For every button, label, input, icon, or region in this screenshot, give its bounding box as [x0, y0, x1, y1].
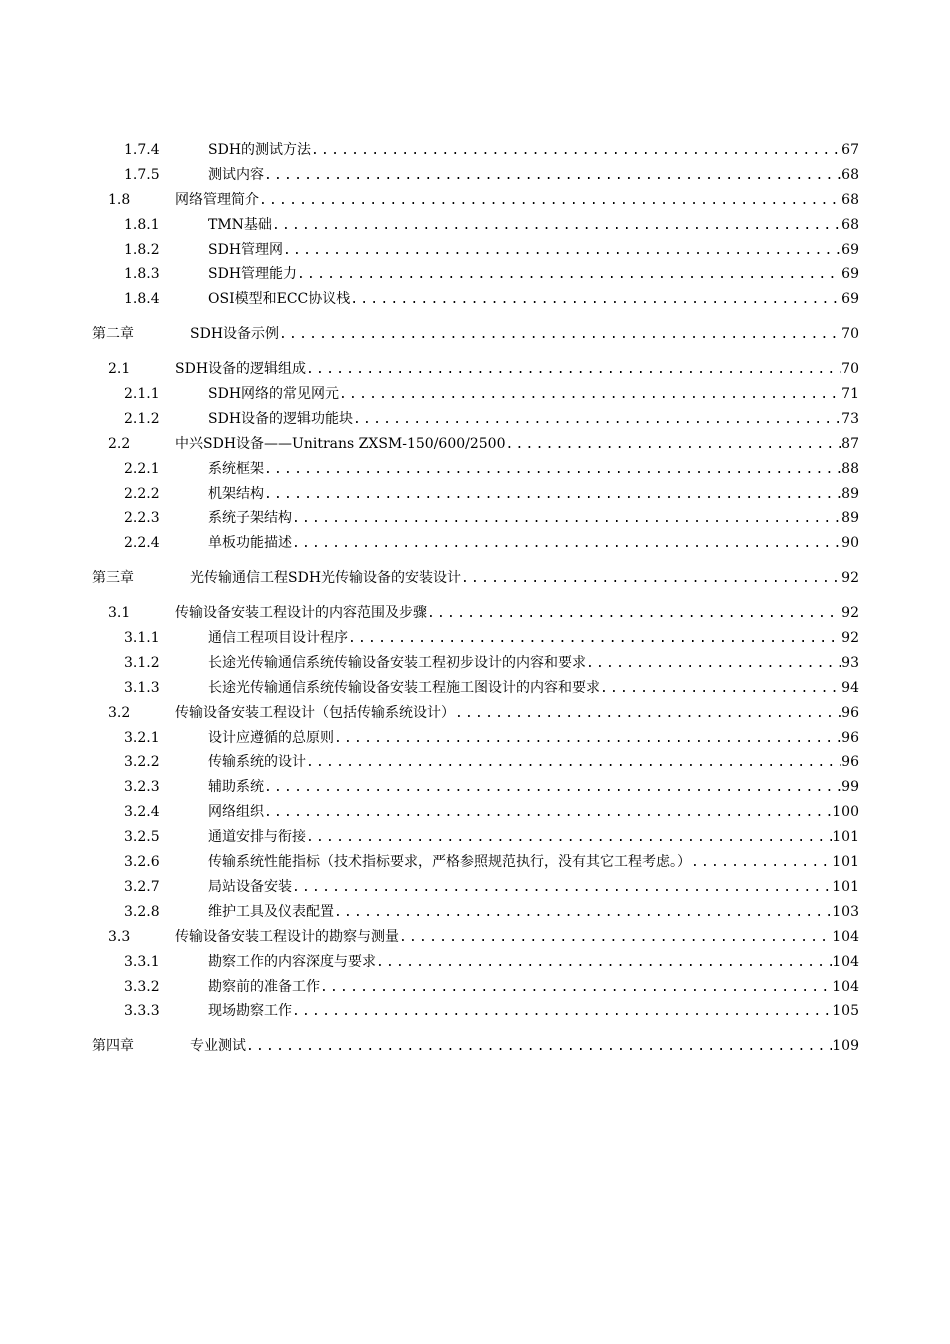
dot-leader: [306, 826, 832, 851]
toc-entry-leader: [208, 457, 859, 483]
toc-entry-page: 68: [841, 216, 859, 233]
toc-entry-page: 67: [841, 142, 859, 158]
dot-leader: [334, 901, 832, 926]
toc-entry-leader: [208, 975, 859, 1001]
toc-entry-page: 109: [832, 1038, 859, 1055]
dot-leader: [264, 776, 841, 801]
toc-entry-number: 3.2.1: [124, 729, 160, 746]
toc-entry-number: 2.1: [108, 361, 131, 378]
toc-entry-number: 3.2.7: [124, 878, 160, 895]
toc-entry-page: 87: [841, 435, 859, 452]
dot-leader: [506, 433, 842, 458]
toc-entry-page: 99: [841, 779, 859, 796]
dot-leader: [283, 239, 841, 264]
toc-entry-leader: [190, 1034, 859, 1060]
toc-entry-title: TMN基础: [208, 216, 272, 233]
toc-entry[interactable]: [0, 651, 950, 676]
toc-entry-page: 101: [832, 878, 859, 895]
toc-entry-title: 传输设备安装工程设计（包括传输系统设计）: [175, 704, 455, 721]
toc-entry-number: 1.8.3: [124, 266, 160, 283]
toc-entry-leader: [208, 800, 859, 826]
toc-entry-title: 设计应遵循的总原则: [208, 729, 334, 746]
toc-entry-title: 长途光传输通信系统传输设备安装工程初步设计的内容和要求: [208, 654, 586, 671]
toc-entry-page: 104: [832, 978, 859, 995]
toc-entry-title: 系统框架: [208, 460, 264, 477]
toc-entry-leader: [208, 726, 859, 752]
toc-entry-title: 勘察前的准备工作: [208, 978, 320, 995]
toc-entry-number: 第三章: [92, 570, 134, 587]
toc-entry-page: 96: [841, 754, 859, 771]
toc-entry[interactable]: [0, 531, 950, 556]
toc-entry-title: 系统子架结构: [208, 510, 292, 527]
table-of-contents: [0, 138, 950, 1069]
toc-entry-title: SDH设备示例: [190, 326, 280, 343]
toc-entry[interactable]: [0, 950, 950, 975]
toc-entry-leader: [208, 950, 859, 976]
toc-entry-page: 90: [841, 535, 859, 552]
toc-entry-leader: [190, 322, 859, 348]
dot-leader: [264, 458, 841, 483]
dot-leader: [272, 214, 841, 239]
dot-leader: [427, 602, 841, 627]
toc-entry-number: 3.1: [108, 605, 131, 622]
toc-entry[interactable]: [0, 626, 950, 651]
toc-entry-leader: [208, 482, 859, 508]
dot-leader: [691, 851, 832, 876]
dot-leader: [306, 751, 841, 776]
dot-leader: [461, 567, 841, 592]
toc-entry-title: 专业测试: [190, 1038, 246, 1055]
toc-entry-leader: [208, 262, 859, 288]
toc-entry-number: 3.2.2: [124, 754, 160, 771]
dot-leader: [279, 323, 841, 348]
toc-entry-page: 101: [832, 829, 859, 846]
toc-entry-title: SDH网络的常见网元: [208, 386, 340, 403]
toc-entry-leader: [175, 432, 859, 458]
toc-entry[interactable]: [0, 775, 950, 800]
toc-entry-leader: [208, 651, 859, 677]
toc-entry-leader: [208, 382, 859, 408]
toc-entry[interactable]: [0, 238, 950, 263]
toc-entry-leader: [208, 825, 859, 851]
toc-entry[interactable]: [0, 875, 950, 900]
toc-entry-leader: [208, 626, 859, 652]
toc-entry-leader: [208, 163, 859, 189]
dot-leader: [259, 189, 841, 214]
dot-leader: [353, 408, 841, 433]
toc-entry-title: 通信工程项目设计程序: [208, 630, 348, 647]
toc-entry-title: SDH管理能力: [208, 266, 298, 283]
toc-entry-number: 3.3.1: [124, 953, 160, 970]
toc-entry-leader: [208, 238, 859, 264]
toc-entry-leader: [175, 357, 859, 383]
toc-entry-title: 辅助系统: [208, 779, 264, 796]
toc-entry[interactable]: [0, 322, 950, 347]
dot-leader: [399, 926, 832, 951]
toc-entry-page: 96: [841, 704, 859, 721]
toc-entry-number: 2.2.3: [124, 510, 160, 527]
toc-entry-leader: [208, 287, 859, 313]
toc-entry-leader: [208, 900, 859, 926]
toc-entry-leader: [175, 701, 859, 727]
toc-entry-title: 网络管理简介: [175, 191, 259, 208]
toc-entry-leader: [208, 999, 859, 1025]
toc-entry-number: 3.1.2: [124, 654, 160, 671]
toc-entry-number: 3.3.3: [124, 1003, 160, 1020]
toc-entry-page: 89: [841, 510, 859, 527]
toc-entry-number: 1.7.4: [124, 142, 160, 158]
toc-entry-number: 1.8.2: [124, 241, 160, 258]
toc-entry-page: 68: [841, 166, 859, 183]
toc-entry-leader: [208, 407, 859, 433]
toc-entry[interactable]: [0, 900, 950, 925]
toc-entry[interactable]: [0, 701, 950, 726]
toc-entry-title: 传输系统的设计: [208, 754, 306, 771]
toc-entry-number: 3.2: [108, 704, 131, 721]
toc-entry-number: 第二章: [92, 326, 134, 343]
dot-leader: [339, 383, 841, 408]
dot-leader: [586, 652, 841, 677]
toc-entry[interactable]: [0, 262, 950, 287]
toc-entry-leader: [175, 925, 859, 951]
toc-entry-leader: [208, 875, 859, 901]
toc-entry-leader: [208, 676, 859, 702]
toc-entry[interactable]: [0, 287, 950, 312]
toc-entry-title: 通道安排与衔接: [208, 829, 306, 846]
toc-entry-number: 2.2.4: [124, 535, 160, 552]
toc-entry[interactable]: [0, 188, 950, 213]
toc-entry-title: SDH的测试方法: [208, 142, 312, 158]
dot-leader: [292, 532, 841, 557]
toc-entry-number: 3.2.4: [124, 804, 160, 821]
toc-entry-page: 69: [841, 241, 859, 258]
toc-entry-title: SDH管理网: [208, 241, 284, 258]
toc-entry-title: 测试内容: [208, 166, 264, 183]
toc-entry-page: 68: [841, 191, 859, 208]
toc-entry[interactable]: [0, 432, 950, 457]
toc-entry[interactable]: [0, 925, 950, 950]
toc-entry[interactable]: [0, 482, 950, 507]
dot-leader: [264, 483, 841, 508]
toc-entry-title: 传输设备安装工程设计的勘察与测量: [175, 928, 399, 945]
toc-entry-number: 第四章: [92, 1038, 134, 1055]
dot-leader: [350, 288, 841, 313]
toc-entry-number: 1.8.1: [124, 216, 160, 233]
dot-leader: [600, 677, 841, 702]
toc-entry[interactable]: [0, 850, 950, 875]
toc-entry-title: 中兴SDH设备——Unitrans ZXSM-150/600/2500: [175, 435, 506, 452]
dot-leader: [292, 1000, 832, 1025]
toc-entry[interactable]: [0, 407, 950, 432]
toc-entry-page: 92: [841, 570, 859, 587]
toc-entry-page: 103: [832, 903, 859, 920]
toc-entry-leader: [175, 188, 859, 214]
dot-leader: [264, 801, 832, 826]
dot-leader: [311, 139, 841, 164]
toc-entry-leader: [208, 531, 859, 557]
toc-entry-leader: [208, 850, 859, 876]
toc-entry-page: 104: [832, 953, 859, 970]
toc-entry[interactable]: [0, 457, 950, 482]
toc-entry-number: 2.1.2: [124, 410, 160, 427]
toc-entry-title: 机架结构: [208, 485, 264, 502]
toc-entry-number: 3.1.1: [124, 630, 160, 647]
dot-leader: [334, 727, 841, 752]
toc-entry[interactable]: [0, 825, 950, 850]
dot-leader: [297, 263, 841, 288]
toc-entry[interactable]: [0, 676, 950, 701]
toc-entry-page: 70: [841, 361, 859, 378]
toc-entry[interactable]: [0, 506, 950, 531]
toc-entry-number: 2.2.1: [124, 460, 160, 477]
toc-entry-leader: [208, 775, 859, 801]
toc-entry-leader: [208, 138, 859, 164]
toc-entry-title: 光传输通信工程SDH光传输设备的安装设计: [190, 570, 462, 587]
toc-entry-page: 69: [841, 266, 859, 283]
toc-entry[interactable]: [0, 1034, 950, 1059]
toc-entry-title: 勘察工作的内容深度与要求: [208, 953, 376, 970]
toc-entry-number: 3.2.6: [124, 854, 160, 871]
toc-entry-number: 2.2: [108, 435, 131, 452]
toc-entry-title: 维护工具及仪表配置: [208, 903, 334, 920]
toc-entry-title: 传输设备安装工程设计的内容范围及步骤: [175, 605, 427, 622]
toc-entry-page: 73: [841, 410, 859, 427]
toc-entry-title: OSI模型和ECC协议栈: [208, 291, 351, 308]
toc-entry-page: 89: [841, 485, 859, 502]
dot-leader: [306, 358, 841, 383]
toc-entry-page: 100: [832, 804, 859, 821]
toc-entry[interactable]: [0, 357, 950, 382]
toc-entry-title: 现场勘察工作: [208, 1003, 292, 1020]
toc-entry-number: 3.1.3: [124, 679, 160, 696]
toc-entry-leader: [175, 601, 859, 627]
toc-entry-leader: [208, 506, 859, 532]
toc-entry[interactable]: [0, 726, 950, 751]
toc-entry[interactable]: [0, 213, 950, 238]
toc-entry-page: 96: [841, 729, 859, 746]
toc-entry-leader: [208, 213, 859, 239]
dot-leader: [292, 876, 832, 901]
toc-entry-page: 69: [841, 291, 859, 308]
dot-leader: [320, 976, 832, 1001]
toc-entry-number: 1.7.5: [124, 166, 160, 183]
toc-entry-page: 88: [841, 460, 859, 477]
toc-entry[interactable]: [0, 601, 950, 626]
toc-entry-number: 3.3.2: [124, 978, 160, 995]
dot-leader: [292, 507, 841, 532]
toc-entry-page: 105: [832, 1003, 859, 1020]
dot-leader: [455, 702, 841, 727]
toc-entry-title: 网络组织: [208, 804, 264, 821]
toc-entry-title: 单板功能描述: [208, 535, 292, 552]
toc-entry-number: 2.1.1: [124, 386, 160, 403]
toc-entry-title: 长途光传输通信系统传输设备安装工程施工图设计的内容和要求: [208, 679, 600, 696]
toc-entry-number: 1.8.4: [124, 291, 160, 308]
toc-entry-number: 3.2.3: [124, 779, 160, 796]
toc-entry-page: 92: [841, 605, 859, 622]
toc-entry-number: 3.2.8: [124, 903, 160, 920]
dot-leader: [348, 627, 841, 652]
dot-leader: [264, 164, 841, 189]
toc-entry-page: 93: [841, 654, 859, 671]
toc-entry-page: 94: [841, 679, 859, 696]
toc-entry[interactable]: [0, 975, 950, 1000]
toc-entry-number: 1.8: [108, 191, 131, 208]
toc-entry[interactable]: [0, 163, 950, 188]
toc-entry[interactable]: [0, 750, 950, 775]
dot-leader: [246, 1035, 832, 1060]
toc-entry-page: 101: [832, 854, 859, 871]
toc-entry-title: SDH设备的逻辑功能块: [208, 410, 354, 427]
toc-entry[interactable]: [0, 138, 950, 163]
toc-entry-page: 71: [841, 386, 859, 403]
toc-entry[interactable]: [0, 800, 950, 825]
toc-entry-leader: [190, 566, 859, 592]
toc-entry-number: 2.2.2: [124, 485, 160, 502]
toc-entry-title: SDH设备的逻辑组成: [175, 361, 307, 378]
toc-entry-title: 传输系统性能指标（技术指标要求，严格参照规范执行，没有其它工程考虑。）: [208, 854, 691, 871]
toc-entry-title: 局站设备安装: [208, 878, 292, 895]
toc-entry-page: 92: [841, 630, 859, 647]
toc-entry-page: 70: [841, 326, 859, 343]
toc-entry-leader: [208, 750, 859, 776]
toc-entry[interactable]: [0, 999, 950, 1024]
toc-entry[interactable]: [0, 382, 950, 407]
dot-leader: [376, 951, 832, 976]
toc-entry[interactable]: [0, 566, 950, 591]
toc-entry-page: 104: [832, 928, 859, 945]
toc-entry-number: 3.2.5: [124, 829, 160, 846]
toc-entry-number: 3.3: [108, 928, 131, 945]
